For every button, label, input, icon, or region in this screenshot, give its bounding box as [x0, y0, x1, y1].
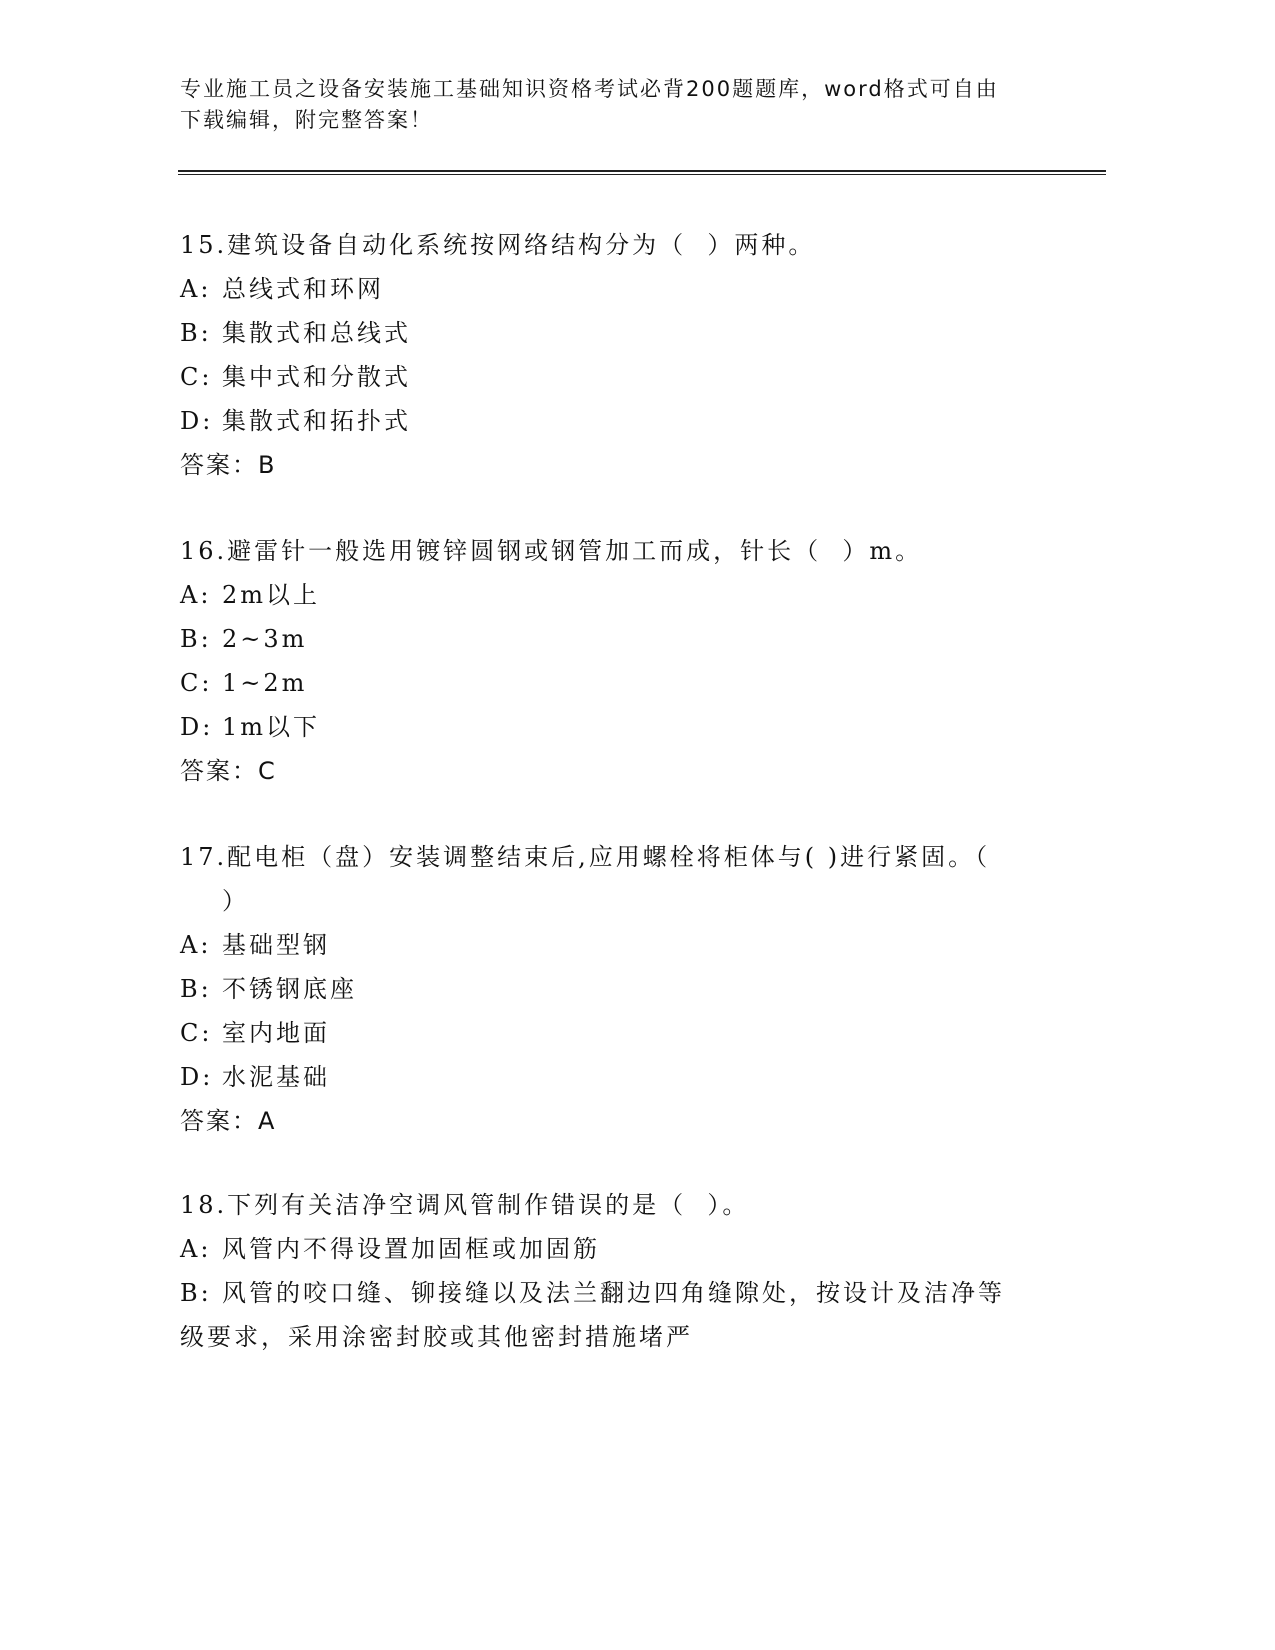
option-label: C: [180, 363, 213, 391]
option-c [180, 355, 1080, 399]
option-label: D: [180, 1063, 214, 1091]
option-text: 集散式和总线式 [222, 319, 411, 347]
option-text: 总线式和环网 [222, 275, 384, 303]
option-a [180, 267, 1080, 311]
option-label: C: [180, 669, 213, 697]
option-text: 1m以下 [222, 713, 321, 741]
option-label: A: [180, 275, 212, 303]
answer: 答案：C [180, 757, 277, 785]
question-18 [180, 1183, 1080, 1359]
question-stem: 16.避雷针一般选用镀锌圆钢或钢管加工而成，针长（ ）m。 [180, 537, 923, 565]
option-a [180, 923, 1080, 967]
question-15 [180, 223, 1080, 487]
document-header [180, 74, 1080, 136]
option-b [180, 311, 1080, 355]
option-text: 风管内不得设置加固框或加固筋 [222, 1235, 600, 1263]
option-label: D: [180, 407, 214, 435]
option-label: B: [180, 319, 212, 347]
option-label: C: [180, 1019, 213, 1047]
question-stem: 18.下列有关洁净空调风管制作错误的是（ ）。 [180, 1191, 750, 1219]
option-a [180, 573, 1080, 617]
option-label: B: [180, 625, 212, 653]
question-stem-continuation: ） [222, 887, 249, 915]
option-label: A: [180, 931, 212, 959]
option-label: D: [180, 713, 214, 741]
header-title-line-2: 下载编辑，附完整答案！ [180, 108, 433, 132]
option-label: A: [180, 1235, 212, 1263]
question-16 [180, 529, 1080, 793]
option-text: 风管的咬口缝、铆接缝以及法兰翻边四角缝隙处，按设计及洁净等 [222, 1279, 1005, 1307]
option-d [180, 705, 1080, 749]
option-text: 2~3m [222, 625, 308, 653]
option-text: 不锈钢底座 [222, 975, 357, 1003]
option-a [180, 1227, 1080, 1271]
option-b [180, 967, 1080, 1011]
option-d [180, 399, 1080, 443]
question-stem: 17.配电柜（盘）安装调整结束后,应用螺栓将柜体与( )进行紧固。（ [180, 843, 991, 871]
option-d [180, 1055, 1080, 1099]
option-label: B: [180, 1279, 212, 1307]
option-text: 2m以上 [222, 581, 321, 609]
option-b-continuation: 级要求，采用涂密封胶或其他密封措施堵严 [180, 1323, 693, 1351]
option-b [180, 617, 1080, 661]
header-title-line-1: 专业施工员之设备安装施工基础知识资格考试必背200题题库，word格式可自由 [180, 77, 999, 101]
question-stem: 15.建筑设备自动化系统按网络结构分为（ ）两种。 [180, 231, 816, 259]
option-text: 水泥基础 [222, 1063, 330, 1091]
header-divider [178, 170, 1106, 175]
option-b [180, 1271, 1080, 1315]
option-text: 集中式和分散式 [222, 363, 411, 391]
option-c [180, 1011, 1080, 1055]
option-text: 1~2m [222, 669, 308, 697]
option-text: 基础型钢 [222, 931, 330, 959]
answer: 答案：A [180, 1107, 277, 1135]
option-text: 集散式和拓扑式 [222, 407, 411, 435]
answer: 答案：B [180, 451, 277, 479]
question-17 [180, 835, 1080, 1143]
option-label: A: [180, 581, 212, 609]
option-c [180, 661, 1080, 705]
option-label: B: [180, 975, 212, 1003]
option-text: 室内地面 [222, 1019, 330, 1047]
